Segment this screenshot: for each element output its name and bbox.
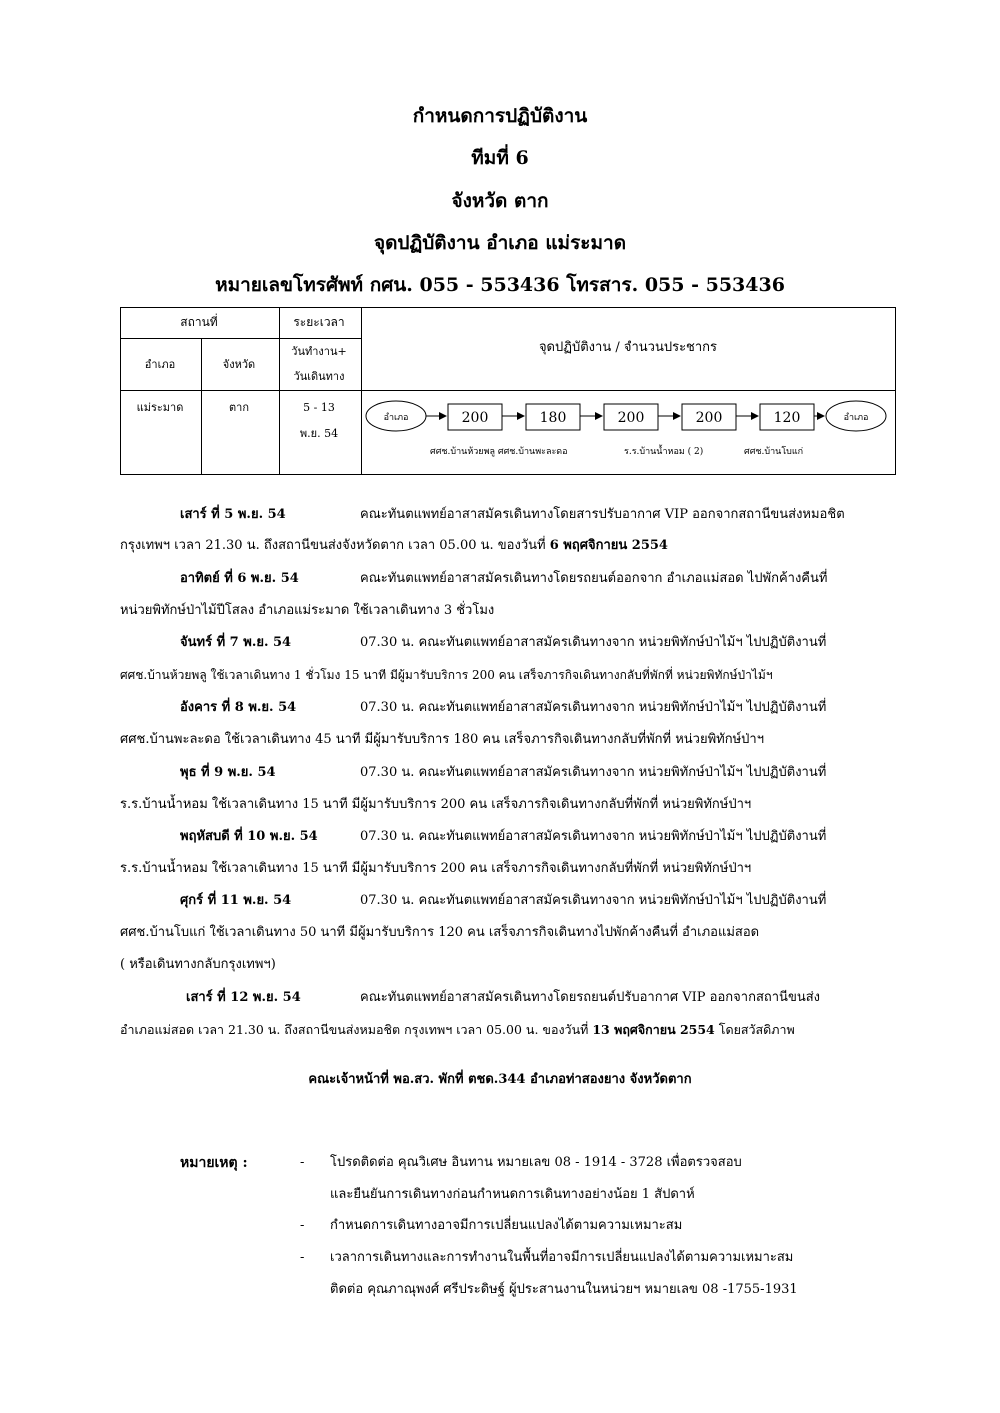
title-line-5: หมายเลขโทรศัพท์ กศน. 055 - 553436 โทรสาร. 055 - 553436 bbox=[215, 274, 785, 296]
flow-box-value-5: 120 bbox=[773, 410, 801, 426]
day-4-text-a: 07.30 น. คณะทันตแพทย์อาสาสมัครเดินทางจาก หน่วยพิทักษ์ป่าไม้ฯ ไปปฏิบัติงานที่ bbox=[360, 700, 827, 715]
flow-label-huaiphlu-phaladoe: ศศช.บ้านห้วยพลู ศศช.บ้านพะละดอ bbox=[430, 447, 568, 457]
header-period-workdays: วันทำงาน+ bbox=[291, 345, 347, 358]
day-5-text-b: ร.ร.บ้านน้ำหอม ใช้เวลาเดินทาง 15 นาที มีผู้มารับบริการ 200 คน เสร็จภารกิจเดินทางกลับที่พักที่ หน่วยพิทักษ์ป่าฯ bbox=[120, 797, 752, 812]
day-7-text-b: ศศช.บ้านโบแก่ ใช้เวลาเดินทาง 50 นาที มีผู้มารับบริการ 120 คน เสร็จภารกิจเดินทางไปพักค้างคืนที่ อำเภอแม่สอด bbox=[120, 925, 760, 940]
row-period-dates: 5 - 13 bbox=[303, 401, 335, 414]
header-period: ระยะเวลา bbox=[293, 315, 345, 329]
flow-label-bokae: ศศช.บ้านโบแก่ bbox=[744, 447, 804, 457]
day-2-text-b: หน่วยพิทักษ์ป่าไม้ปีโสลง อำเภอแม่ระมาด ใช้เวลาเดินทาง 3 ชั่วโมง bbox=[120, 603, 495, 618]
note-2-bullet: - bbox=[300, 1218, 305, 1233]
title-line-4: จุดปฏิบัติงาน อำเภอ แม่ระมาด bbox=[373, 232, 627, 254]
note-1-bullet: - bbox=[300, 1155, 305, 1170]
flow-box-value-4: 200 bbox=[695, 410, 723, 426]
note-1-line-b: และยืนยันการเดินทางก่อนกำหนดการเดินทางอย่างน้อย 1 สัปดาห์ bbox=[330, 1187, 695, 1202]
flow-end-node bbox=[826, 401, 886, 431]
row-period-month: พ.ย. 54 bbox=[299, 427, 339, 440]
day-6-text-a: 07.30 น. คณะทันตแพทย์อาสาสมัครเดินทางจาก หน่วยพิทักษ์ป่าไม้ฯ ไปปฏิบัติงานที่ bbox=[360, 829, 827, 844]
header-period-traveldays: วันเดินทาง bbox=[293, 370, 345, 383]
flow-start-node bbox=[366, 401, 426, 431]
day-1-text-b: กรุงเทพฯ เวลา 21.30 น. ถึงสถานีขนส่งจังหวัดตาก เวลา 05.00 น. ของวันที่ 6 พฤศจิกายน 2554 bbox=[120, 538, 668, 553]
day-7-text-a: 07.30 น. คณะทันตแพทย์อาสาสมัครเดินทางจาก หน่วยพิทักษ์ป่าไม้ฯ ไปปฏิบัติงานที่ bbox=[360, 893, 827, 908]
header-points: จุดปฏิบัติงาน / จำนวนประชากร bbox=[538, 340, 718, 355]
flow-label-namhom: ร.ร.บ้านน้ำหอม ( 2) bbox=[624, 447, 704, 457]
day-2-text-a: คณะทันตแพทย์อาสาสมัครเดินทางโดยรถยนต์ออกจาก อำเภอแม่สอด ไปพักค้างคืนที่ bbox=[360, 571, 828, 586]
day-5-label: พุธ ที่ 9 พ.ย. 54 bbox=[180, 765, 276, 780]
route-flow-diagram bbox=[362, 390, 896, 474]
day-8-text-b: อำเภอแม่สอด เวลา 21.30 น. ถึงสถานีขนส่งหมอชิต กรุงเทพฯ เวลา 05.00 น. ของวันที่ 13 พฤศจิกายน 2554 โดยสวัสดิภาพ bbox=[120, 1022, 795, 1037]
svg-text:อำเภอ: อำเภอ bbox=[843, 413, 869, 423]
day-6-label: พฤหัสบดี ที่ 10 พ.ย. 54 bbox=[180, 829, 318, 844]
day-7-label: ศุกร์ ที่ 11 พ.ย. 54 bbox=[180, 893, 292, 908]
flow-box-value-1: 200 bbox=[461, 410, 489, 426]
note-2-line: กำหนดการเดินทางอาจมีการเปลี่ยนแปลงได้ตามความเหมาะสม bbox=[330, 1218, 683, 1233]
day-3-label: จันทร์ ที่ 7 พ.ย. 54 bbox=[180, 635, 292, 650]
day-8-label: เสาร์ ที่ 12 พ.ย. 54 bbox=[186, 990, 301, 1005]
header-province: จังหวัด bbox=[222, 358, 256, 371]
title-line-2: ทีมที่ 6 bbox=[471, 147, 529, 169]
flow-box-value-3: 200 bbox=[617, 410, 645, 426]
day-2-label: อาทิตย์ ที่ 6 พ.ย. 54 bbox=[180, 571, 299, 586]
title-line-1: กำหนดการปฏิบัติงาน bbox=[412, 105, 588, 127]
flow-box-value-2: 180 bbox=[539, 410, 567, 426]
title-line-3: จังหวัด ตาก bbox=[451, 190, 549, 212]
day-6-text-b: ร.ร.บ้านน้ำหอม ใช้เวลาเดินทาง 15 นาที มีผู้มารับบริการ 200 คน เสร็จภารกิจเดินทางกลับที่พักที่ หน่วยพิทักษ์ป่าฯ bbox=[120, 861, 752, 876]
svg-text:อำเภอ: อำเภอ bbox=[383, 413, 409, 423]
note-3-bullet: - bbox=[300, 1250, 305, 1265]
notes-label: หมายเหตุ : bbox=[180, 1155, 248, 1171]
day-3-text-b: ศศช.บ้านห้วยพลู ใช้เวลาเดินทาง 1 ชั่วโมง 15 นาที มีผู้มารับบริการ 200 คน เสร็จภารกิจเดินทางกลับที่พักที่ หน่วยพิทักษ์ป่าไม้ฯ bbox=[120, 668, 773, 682]
header-place: สถานที่ bbox=[180, 315, 218, 329]
day-8-text-a: คณะทันตแพทย์อาสาสมัครเดินทางโดยรถยนต์ปรับอากาศ VIP ออกจากสถานีขนส่ง bbox=[360, 990, 821, 1005]
header-district: อำเภอ bbox=[144, 358, 176, 371]
note-3-line-b: ติดต่อ คุณภาณุพงศ์ ศรีประดิษฐ์ ผู้ประสานงานในหน่วยฯ หมายเลข 08 -1755-1931 bbox=[330, 1282, 798, 1297]
day-5-text-a: 07.30 น. คณะทันตแพทย์อาสาสมัครเดินทางจาก หน่วยพิทักษ์ป่าไม้ฯ ไปปฏิบัติงานที่ bbox=[360, 765, 827, 780]
row-province: ตาก bbox=[229, 401, 249, 414]
day-1-label: เสาร์ ที่ 5 พ.ย. 54 bbox=[180, 507, 286, 522]
day-4-text-b: ศศช.บ้านพะละดอ ใช้เวลาเดินทาง 45 นาที มีผู้มารับบริการ 180 คน เสร็จภารกิจเดินทางกลับที่พักที่ หน่วยพิทักษ์ป่าฯ bbox=[120, 732, 765, 747]
day-3-text-a: 07.30 น. คณะทันตแพทย์อาสาสมัครเดินทางจาก หน่วยพิทักษ์ป่าไม้ฯ ไปปฏิบัติงานที่ bbox=[360, 635, 827, 650]
note-1-line-a: โปรดติดต่อ คุณวิเศษ อินทาน หมายเลข 08 - 1914 - 3728 เพื่อตรวจสอบ bbox=[330, 1155, 742, 1170]
note-3-line-a: เวลาการเดินทางและการทำงานในพื้นที่อาจมีการเปลี่ยนแปลงได้ตามความเหมาะสม bbox=[330, 1250, 794, 1265]
day-1-text-a: คณะทันตแพทย์อาสาสมัครเดินทางโดยสารปรับอากาศ VIP ออกจากสถานีขนส่งหมอชิต bbox=[360, 507, 845, 522]
team-signature: คณะเจ้าหน้าที่ พอ.สว. พักที่ ตชด.344 อำเภอท่าสองยาง จังหวัดตาก bbox=[308, 1072, 692, 1087]
row-district: แม่ระมาด bbox=[136, 401, 184, 414]
day-7-text-c: ( หรือเดินทางกลับกรุงเทพฯ) bbox=[120, 957, 276, 972]
day-4-label: อังคาร ที่ 8 พ.ย. 54 bbox=[180, 700, 297, 715]
